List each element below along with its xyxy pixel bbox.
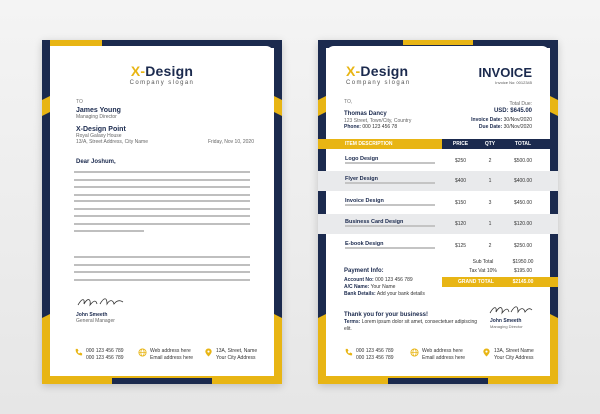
total-due-value: USD: $645.00 [493,108,532,114]
location-pin-icon [482,348,491,357]
account-number-row: Account No: 000 123 456 789 [344,277,413,283]
header-price: PRICE [452,141,469,147]
invoice-footer-phone: 000 123 456 789 000 123 456 789 [344,348,394,362]
letter-paragraph-1 [74,171,250,201]
total-due-label: Total Due: [509,101,532,107]
letter-paragraph-2 [74,200,250,238]
globe-icon [410,348,419,357]
letter-footer-address: 13A, Street, Name Your City Address [204,348,257,362]
invoice-brand [346,63,411,86]
invoice-footer-web: Web address here Email address here [410,348,465,362]
invoice-logo: X-Design [346,63,409,79]
header-item: ITEM DESCRIPTION [345,141,393,147]
grand-total-label: GRAND TOTAL [458,279,494,285]
header-total: TOTAL [514,141,532,147]
invoice-signer-title: Managing Director [490,324,523,329]
grand-total-value: $2145.00 [512,279,534,285]
letter-brand [42,63,282,86]
letter-footer-web: Web address here Email address here [138,348,193,362]
invoice-to-label: TO, [344,99,353,105]
letter-signature-icon [76,294,126,310]
due-date-row: Due Date: 30/Nov/2020 [478,124,532,130]
recipient-name: James Young [76,107,121,114]
letter-greeting: Dear Joshum, [76,159,116,165]
letter-signer-name: John Smeeth [76,312,108,318]
terms-row: Terms: Lorem ipsum dolor sit amet, consectetuer adipiscing elit. [344,319,478,332]
letter-slogan: Company slogan [129,80,195,86]
letter-footer-phone: 000 123 456 789 000 123 456 789 [74,348,124,362]
table-row: E-book Design $125 2 $250.00 [345,241,533,249]
letter-signer-title: General Manager [76,318,115,324]
account-name-row: A/C Name: Your Name [344,284,396,290]
table-row: Logo Design $250 2 $500.00 [345,156,533,164]
table-row: Invoice Design $150 3 $450.00 [345,198,533,206]
client-name: Thomas Dancy [344,111,387,117]
bank-details-row: Bank Details: Add your bank details [344,291,425,297]
location-pin-icon [204,348,213,357]
invoice-sheet [318,40,558,384]
letter-paragraph-3 [74,256,250,286]
invoice-signature-icon [488,303,534,317]
phone-icon [74,348,83,357]
client-address: 123 Street, Town/City, Country [344,118,412,124]
tax-label: Tax Vat 10% [469,268,497,274]
table-row: Business Card Design $120 1 $120.00 [318,214,558,234]
company-name: X-Design Point [76,126,126,133]
phone-icon [344,348,353,357]
invoice-signer-name: John Smeeth [490,318,522,324]
recipient-title: Managing Director [76,114,117,120]
tax-value: $195.00 [513,268,533,274]
invoice-footer-address: 13A, Street Name Your City Address [482,348,534,362]
invoice-title: INVOICE [478,65,532,80]
subtotal-value: $1950.00 [512,259,534,265]
globe-icon [138,348,147,357]
company-line1: Royal Galaxy House [76,133,122,139]
invoice-slogan: Company slogan [346,80,411,86]
thanks-note: Thank you for your business! [344,312,429,318]
header-qty: QTY [484,141,496,147]
invoice-date-row: Invoice Date: 30/Nov/2020 [471,117,532,123]
client-phone: Phone: 000 123 456 78 [344,124,398,130]
letter-logo: X-Design [130,63,194,79]
letter-to-label: TO [76,99,83,105]
letter-date: Friday, Nov 10, 2020 [207,139,254,145]
invoice-table-header [318,139,558,149]
letterhead-sheet [42,40,282,384]
table-row: Flyer Design $400 1 $400.00 [318,171,558,191]
company-line2: 13/A, Street Address, City Name [76,139,148,145]
payment-info-title: Payment Info: [344,268,384,274]
subtotal-label: Sub Total [472,259,494,265]
invoice-number: Invoice No: 0012345 [495,80,532,85]
